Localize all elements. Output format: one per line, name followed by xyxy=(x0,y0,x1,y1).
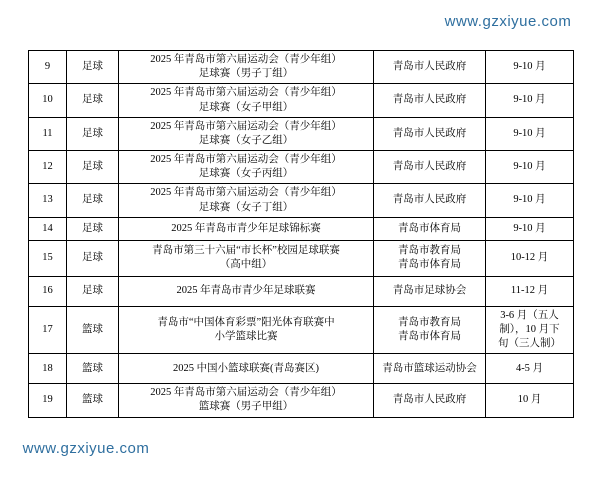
row-index-cell: 11 xyxy=(29,117,67,150)
row-index-cell: 10 xyxy=(29,84,67,117)
time-cell: 9-10 月 xyxy=(486,217,574,240)
schedule-table xyxy=(28,50,574,418)
time-cell: 9-10 月 xyxy=(486,51,574,84)
watermark-bottom: www.gzxiyue.com xyxy=(6,434,166,462)
event-name-cell: 2025 中国小篮球联赛(青岛赛区) xyxy=(119,354,374,384)
time-cell: 9-10 月 xyxy=(486,117,574,150)
sport-cell: 足球 xyxy=(67,117,119,150)
event-name-cell: 2025 年青岛市第六届运动会（青少年组） 足球赛（女子甲组） xyxy=(119,84,374,117)
table-row xyxy=(29,306,574,354)
schedule-table-container xyxy=(28,50,573,418)
organizer-cell: 青岛市篮球运动协会 xyxy=(374,354,486,384)
sport-cell: 足球 xyxy=(67,240,119,276)
row-index-cell: 12 xyxy=(29,151,67,184)
schedule-table-body xyxy=(29,51,574,418)
table-row xyxy=(29,217,574,240)
event-name-cell: 2025 年青岛市第六届运动会（青少年组） 足球赛（女子丁组） xyxy=(119,184,374,217)
organizer-cell: 青岛市人民政府 xyxy=(374,51,486,84)
table-row xyxy=(29,354,574,384)
time-cell: 11-12 月 xyxy=(486,276,574,306)
row-index-cell: 16 xyxy=(29,276,67,306)
time-cell: 3-6 月（五人 制），10 月下 旬（三人制） xyxy=(486,306,574,354)
table-row xyxy=(29,117,574,150)
time-cell: 10-12 月 xyxy=(486,240,574,276)
sport-cell: 足球 xyxy=(67,276,119,306)
organizer-cell: 青岛市人民政府 xyxy=(374,84,486,117)
sport-cell: 篮球 xyxy=(67,306,119,354)
organizer-cell: 青岛市教育局 青岛市体育局 xyxy=(374,240,486,276)
row-index-cell: 19 xyxy=(29,384,67,417)
sport-cell: 足球 xyxy=(67,84,119,117)
table-row xyxy=(29,184,574,217)
watermark-top: www.gzxiyue.com xyxy=(424,6,592,36)
event-name-cell: 2025 年青岛市青少年足球锦标赛 xyxy=(119,217,374,240)
time-cell: 9-10 月 xyxy=(486,151,574,184)
row-index-cell: 13 xyxy=(29,184,67,217)
time-cell: 9-10 月 xyxy=(486,184,574,217)
table-row xyxy=(29,51,574,84)
sport-cell: 足球 xyxy=(67,217,119,240)
time-cell: 9-10 月 xyxy=(486,84,574,117)
event-name-cell: 2025 年青岛市第六届运动会（青少年组） 篮球赛（男子甲组） xyxy=(119,384,374,417)
event-name-cell: 2025 年青岛市第六届运动会（青少年组） 足球赛（女子丙组） xyxy=(119,151,374,184)
sport-cell: 足球 xyxy=(67,151,119,184)
event-name-cell: 青岛市第三十六届“市长杯”校园足球联赛 （高中组） xyxy=(119,240,374,276)
table-row xyxy=(29,384,574,417)
sport-cell: 篮球 xyxy=(67,384,119,417)
table-row xyxy=(29,84,574,117)
table-row xyxy=(29,240,574,276)
event-name-cell: 2025 年青岛市第六届运动会（青少年组） 足球赛（女子乙组） xyxy=(119,117,374,150)
event-name-cell: 青岛市“中国体育彩票”阳光体育联赛中 小学篮球比赛 xyxy=(119,306,374,354)
table-row xyxy=(29,151,574,184)
row-index-cell: 14 xyxy=(29,217,67,240)
sport-cell: 足球 xyxy=(67,184,119,217)
row-index-cell: 17 xyxy=(29,306,67,354)
table-row xyxy=(29,276,574,306)
time-cell: 4-5 月 xyxy=(486,354,574,384)
organizer-cell: 青岛市体育局 xyxy=(374,217,486,240)
sport-cell: 篮球 xyxy=(67,354,119,384)
time-cell: 10 月 xyxy=(486,384,574,417)
organizer-cell: 青岛市人民政府 xyxy=(374,184,486,217)
row-index-cell: 9 xyxy=(29,51,67,84)
sport-cell: 足球 xyxy=(67,51,119,84)
organizer-cell: 青岛市人民政府 xyxy=(374,384,486,417)
row-index-cell: 15 xyxy=(29,240,67,276)
organizer-cell: 青岛市教育局 青岛市体育局 xyxy=(374,306,486,354)
row-index-cell: 18 xyxy=(29,354,67,384)
event-name-cell: 2025 年青岛市第六届运动会（青少年组） 足球赛（男子丁组） xyxy=(119,51,374,84)
organizer-cell: 青岛市足球协会 xyxy=(374,276,486,306)
organizer-cell: 青岛市人民政府 xyxy=(374,151,486,184)
organizer-cell: 青岛市人民政府 xyxy=(374,117,486,150)
event-name-cell: 2025 年青岛市青少年足球联赛 xyxy=(119,276,374,306)
